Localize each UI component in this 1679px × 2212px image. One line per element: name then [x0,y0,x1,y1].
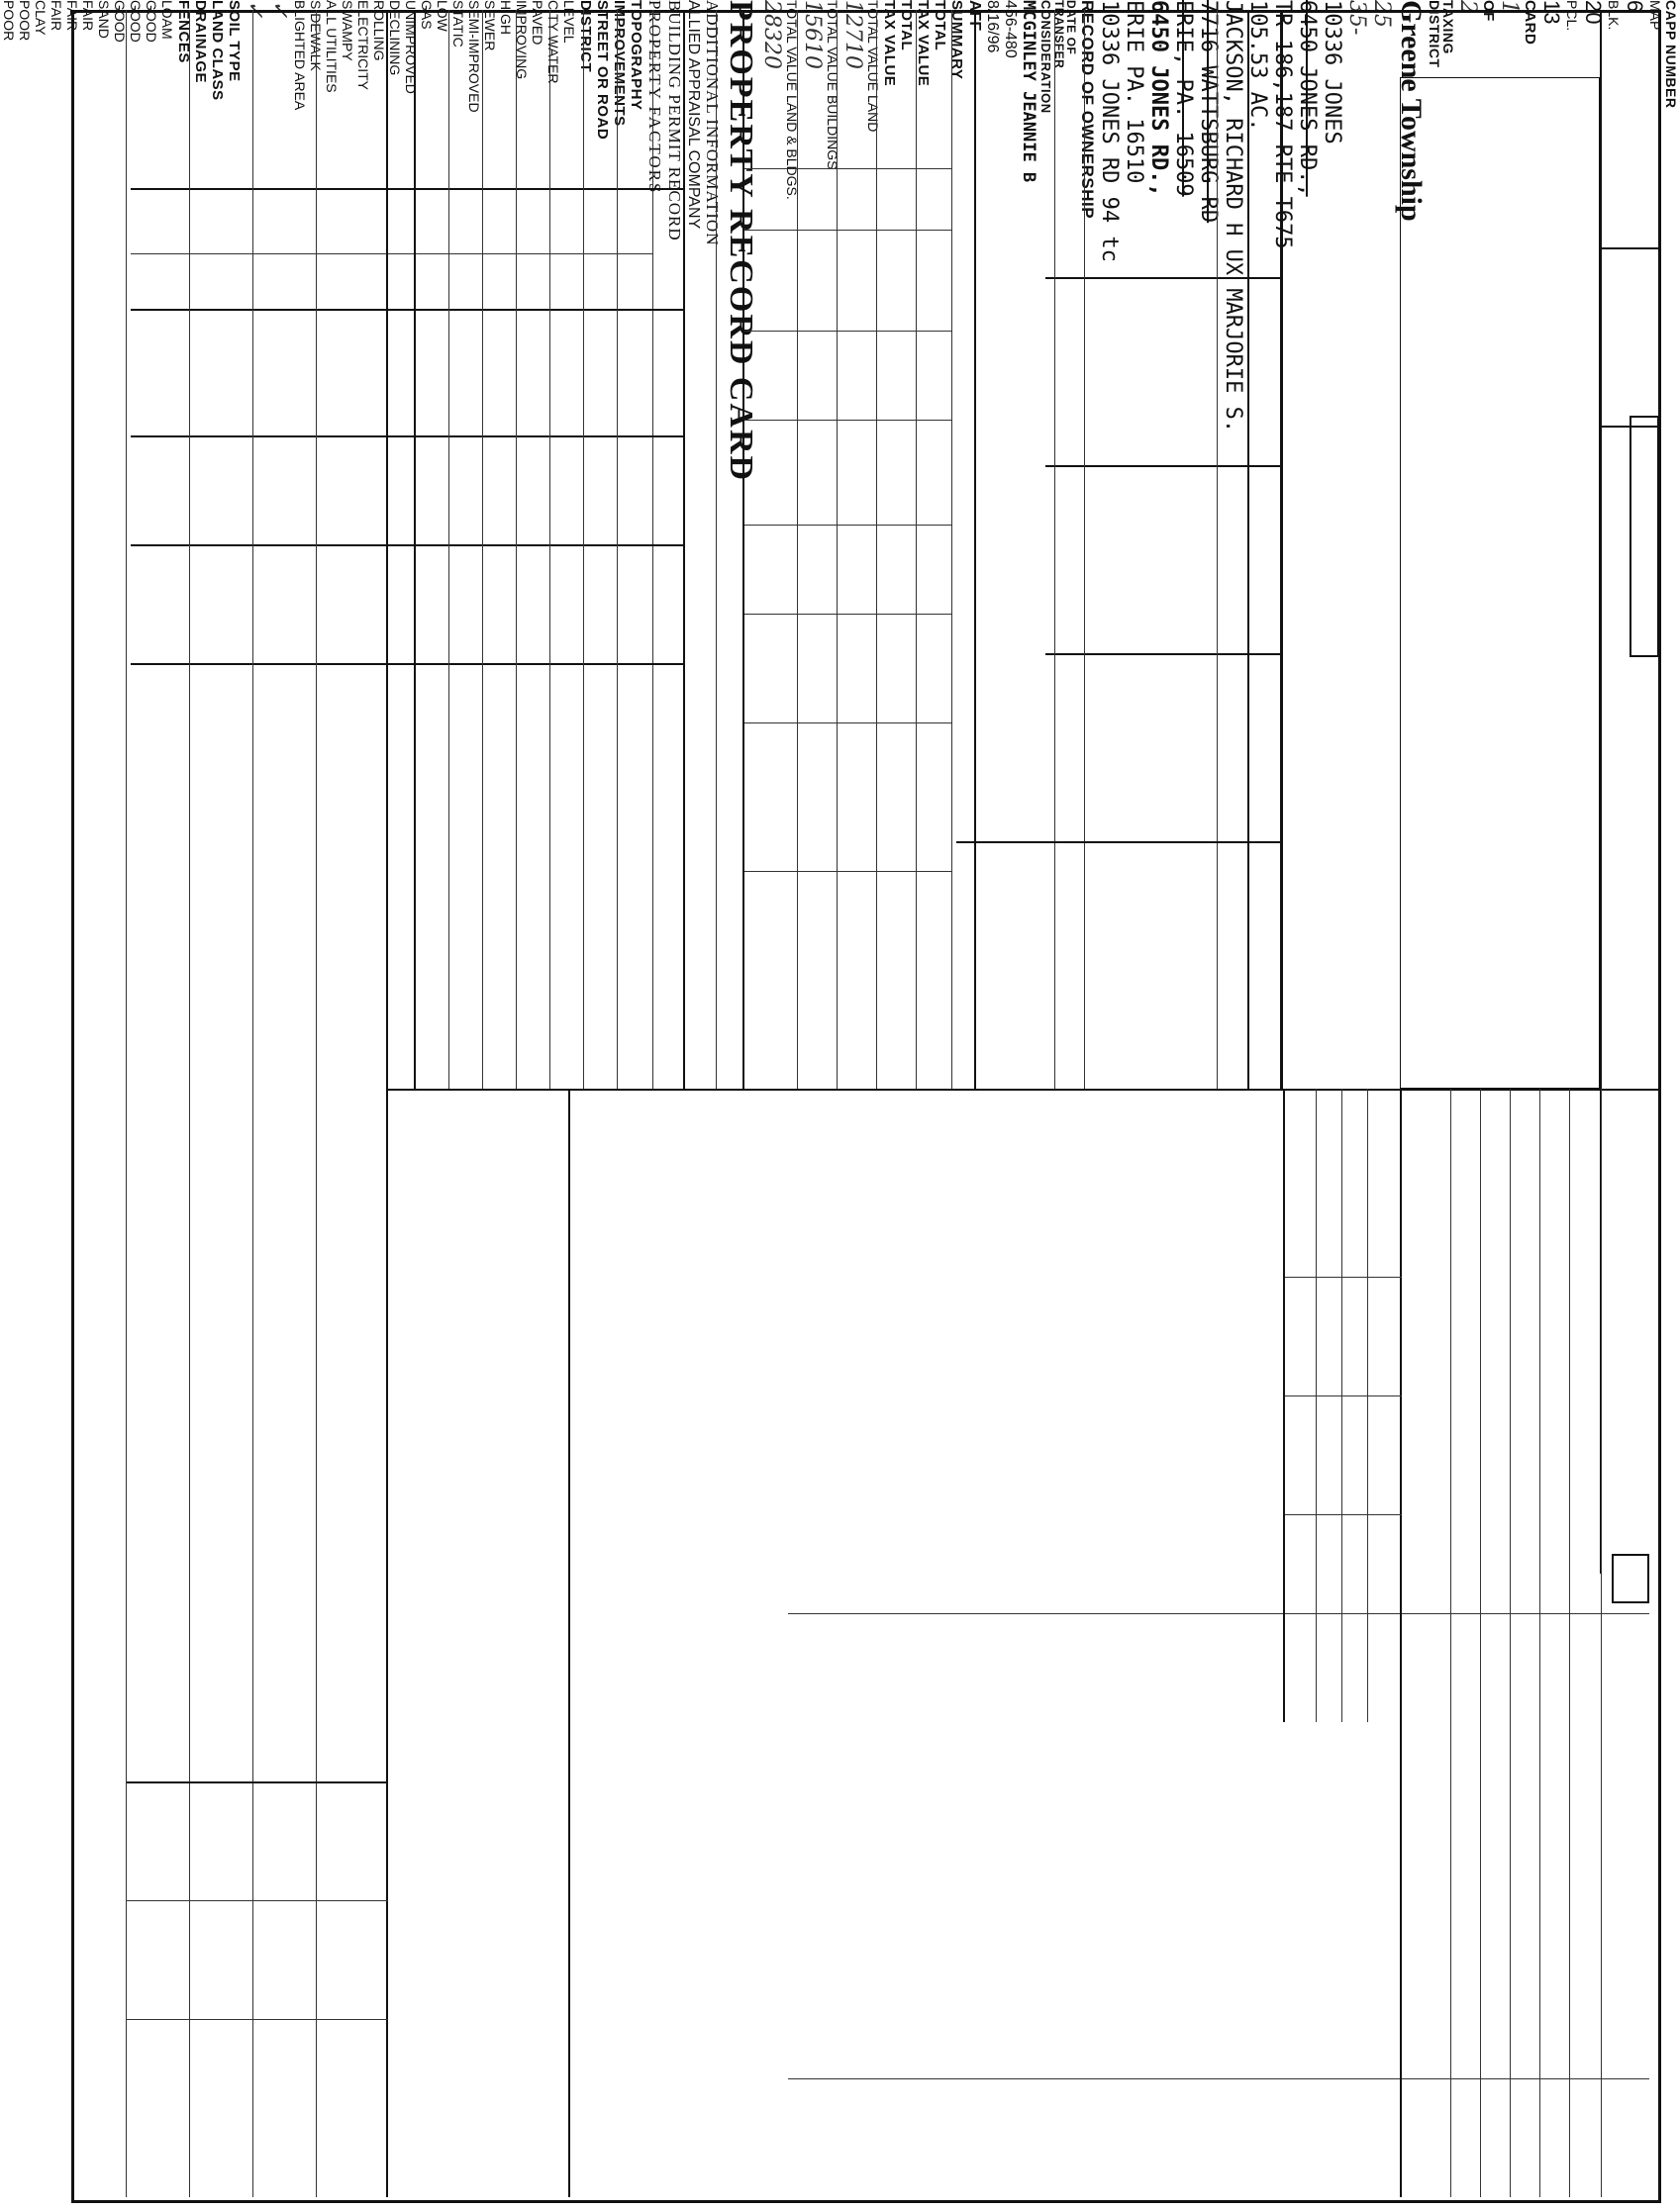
pf-cell: ROLLING [371,0,387,61]
of-value: 2 [1455,0,1480,14]
owner-line: ERIE PA. 16510 [1122,0,1146,184]
pf-cell: LEVEL [561,0,577,44]
pcl-value: 13 [1539,0,1564,25]
owner-line: 6450 JONES RD., [1295,0,1320,197]
owner-line: 7716 WATTSBURG RD [1196,0,1221,224]
pf-cell: SEWER [482,0,498,51]
pf-cell: UNIMPROVED [403,0,419,94]
card-value: 1 [1497,0,1522,14]
pf2-cell: FAIR [80,0,96,32]
pf2-cell [0,0,1,2212]
ownership-entry-book: 456-480 [1002,0,1019,58]
permit-title: BUILDING PERMIT RECORD [665,0,684,241]
card-label: CARD [1522,0,1538,46]
pf2-cell: FAIR [49,0,64,32]
pf-cell: IMPROVING [514,0,530,80]
pf2-cell: CLAY [33,0,49,36]
pf-header-fences: FENCES [175,0,192,63]
pf2-cell: GOOD [128,0,144,43]
pcl-label: PCL. [1564,0,1580,32]
pf2-cell: POOR [17,0,33,42]
capp-number-label: CAPP NUMBER [1663,0,1679,109]
ownership-entry-consideration: AFF [966,0,983,32]
summary-title: SUMMARY [948,0,965,80]
blk-value: 20 [1581,0,1606,25]
ownership-entry-date: 8/16/96 [984,0,1001,53]
summary-col-tax-value: TAX VALUE [915,0,932,87]
map-value: 6 [1623,0,1647,13]
taxing-district-value: Greene Township [1395,0,1428,222]
pf-cell: ALL UTILITIES [324,0,340,93]
owner-line: 10336 JONES RD 94 tc [1097,0,1122,262]
pf-cell: SWAMPY [340,0,355,61]
ownership-entry-name: MCGINLEY JEANNIE B [1019,0,1038,183]
pf-cell: DECLINING [387,0,403,76]
pf-header-topography: TOPOGRAPHY [628,0,644,111]
summary-col-total-2: TOTAL [898,0,915,51]
of-label: OF [1480,0,1497,22]
pf-header-drainage: DRAINAGE [192,0,209,84]
pf2-cell: FAIR [64,0,80,32]
owner-line: TR 186,187 RTE T675 [1270,0,1295,249]
check-mark-icon: ✓ [243,0,267,19]
additional-information: ADDITIONAL INFORMATION [703,0,722,246]
summary-row-total: 28320 [759,0,784,69]
summary-row-label: TOTAL VALUE BUILDINGS [825,0,840,170]
pf-header-street: STREET OR ROAD [594,0,611,141]
check-mark-icon: ✓ [267,0,292,19]
pf-cell: ELECTRICITY [355,0,371,91]
map-label: MAP [1647,0,1663,31]
owner-line: ERIE, PA. 16509 [1171,0,1196,197]
pf-header-soil: SOIL TYPE [226,0,243,82]
pf2-cell: SAND [96,0,112,39]
summary-col-tax-value-2: TAX VALUE [881,0,898,87]
corner-number: 25 [1369,0,1394,28]
owner-line: 105.53 AC. [1245,0,1270,132]
pf-cell: LOW [435,0,450,32]
pf-cell: BLIGHTED AREA [292,0,308,111]
property-factors-title: PROPERTY FACTORS [645,0,664,195]
appraisal-company: ALLIED APPRAISAL COMPANY [685,0,702,230]
summary-row-label: TOTAL VALUE LAND [865,0,881,133]
pf2-cell: GOOD [144,0,159,43]
summary-row-total: 12710 [840,0,865,69]
pf-header-land-class: LAND CLASS [209,0,226,101]
owner-block [1400,77,1600,1089]
pf2-cell: GOOD [112,0,128,43]
pf-header-district: DISTRICT [577,0,594,73]
pf-cell: HIGH [498,0,514,35]
owner-line: JACKSON, RICHARD H UX MARJORIE S. [1221,0,1245,433]
pf2-cell: POOR [1,0,17,42]
summary-row-total: 15610 [800,0,825,69]
ownership-title: RECORD OF OWNERSHIP [1078,0,1097,220]
ownership-transfer-header: DATE OF TRANSFER [1052,0,1078,69]
pf-cell: SEMI-IMPROVED [466,0,482,113]
blk-label: BLK. [1606,0,1622,31]
record-card-title: PROPERTY RECORD CARD [723,0,759,483]
summary-row-label: TOTAL VALUE LAND & BLDGS. [784,0,800,200]
pf-cell: CITY WATER [545,0,561,84]
pf-header-improvements: IMPROVEMENTS [611,0,628,127]
pf-cell: PAVED [530,0,545,46]
summary-col-total: TOTAL [932,0,948,51]
owner-line: 10336 JONES [1320,0,1344,144]
taxing-district-label: TAXING DISTRICT [1427,0,1456,68]
pf-cell: STATIC [450,0,466,48]
pf-cell: GAS [419,0,435,30]
pf-cell: SIDEWALK [308,0,324,71]
ownership-consideration-header: CONSIDERATION [1038,0,1053,114]
owner-line: 6450 JONES RD., [1146,0,1171,197]
corner-amount: 35- [1344,0,1369,36]
pf2-cell: LOAM [159,0,175,40]
